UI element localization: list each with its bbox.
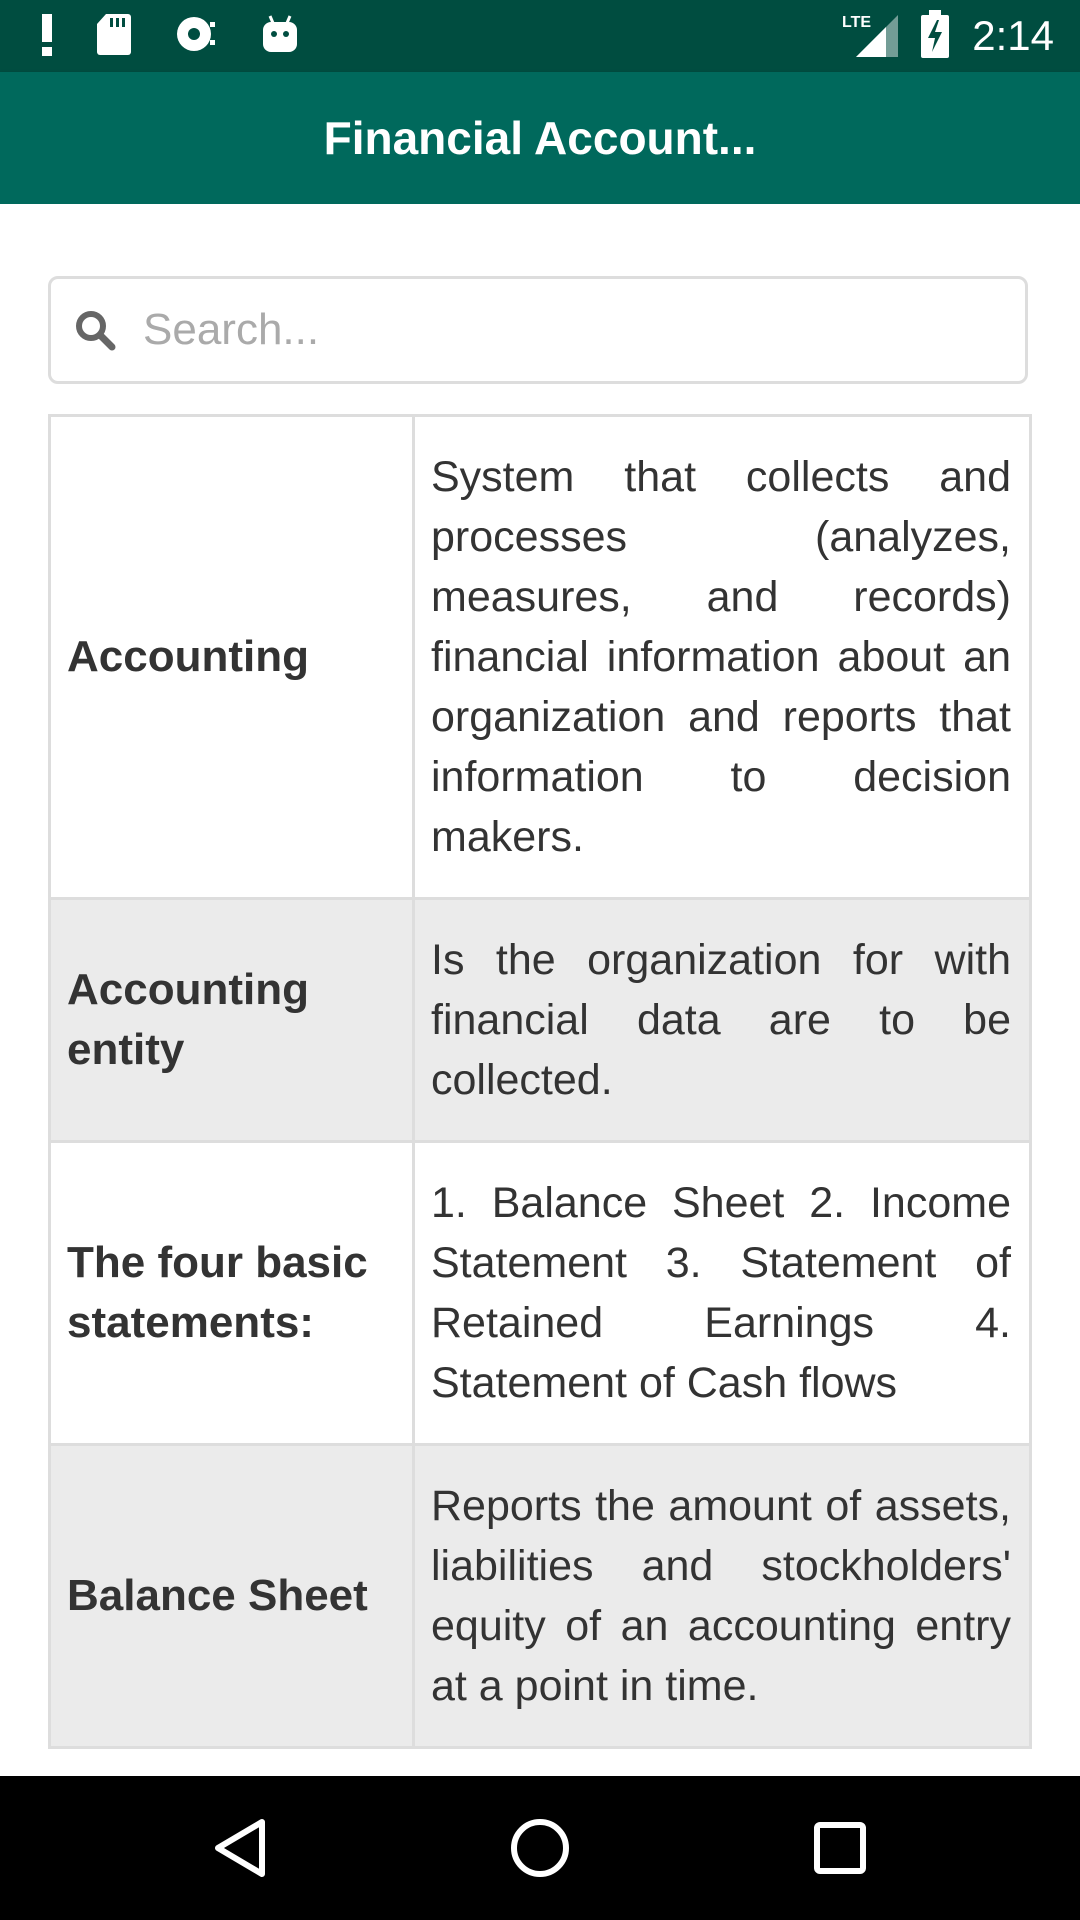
navigation-bar	[0, 1776, 1080, 1920]
term-cell: The four basic statements:	[50, 1142, 414, 1445]
search-bar[interactable]	[48, 276, 1028, 384]
alert-icon	[40, 12, 54, 61]
definition-cell: Is the organization for with financial data are to be collected.	[414, 899, 1031, 1142]
home-button[interactable]	[460, 1776, 620, 1920]
back-icon	[210, 1816, 270, 1880]
search-input[interactable]	[141, 304, 1005, 356]
table-row[interactable]	[50, 1445, 1031, 1748]
status-bar	[0, 0, 1080, 72]
main-content[interactable]	[0, 204, 1080, 1776]
search-icon	[71, 306, 119, 354]
app-bar	[0, 72, 1080, 204]
term-cell: Accounting	[50, 416, 414, 899]
status-notifications	[40, 0, 298, 72]
battery-charging-icon	[920, 10, 950, 63]
definition-cell: Reports the amount of assets, liabilities and stockholders' equity of an accounting entry at a point in time.	[414, 1445, 1031, 1748]
svg-text:LTE: LTE	[842, 13, 872, 31]
term-cell: Accounting entity	[50, 899, 414, 1142]
status-time: 2:14	[972, 12, 1054, 59]
definition-cell: System that collects and processes (analyzes, measures, and records) financial information about an organization and reports that information to decision makers.	[414, 416, 1031, 899]
glossary-table	[48, 414, 1032, 1749]
sync-icon	[174, 14, 220, 59]
term-cell: Balance Sheet	[50, 1445, 414, 1748]
android-icon	[262, 14, 298, 59]
status-system	[842, 0, 1054, 72]
table-row[interactable]	[50, 416, 1031, 899]
definition-cell: 1. Balance Sheet 2. Income Statement 3. Statement of Retained Earnings 4. Statement of Cash flows	[414, 1142, 1031, 1445]
home-icon	[508, 1816, 572, 1880]
table-row[interactable]	[50, 1142, 1031, 1445]
recents-icon	[810, 1818, 870, 1878]
sd-card-icon	[96, 12, 132, 61]
table-row[interactable]	[50, 899, 1031, 1142]
back-button[interactable]	[160, 1776, 320, 1920]
recents-button[interactable]	[760, 1776, 920, 1920]
app-title: Financial Account...	[323, 112, 757, 164]
lte-signal-icon	[842, 11, 898, 62]
